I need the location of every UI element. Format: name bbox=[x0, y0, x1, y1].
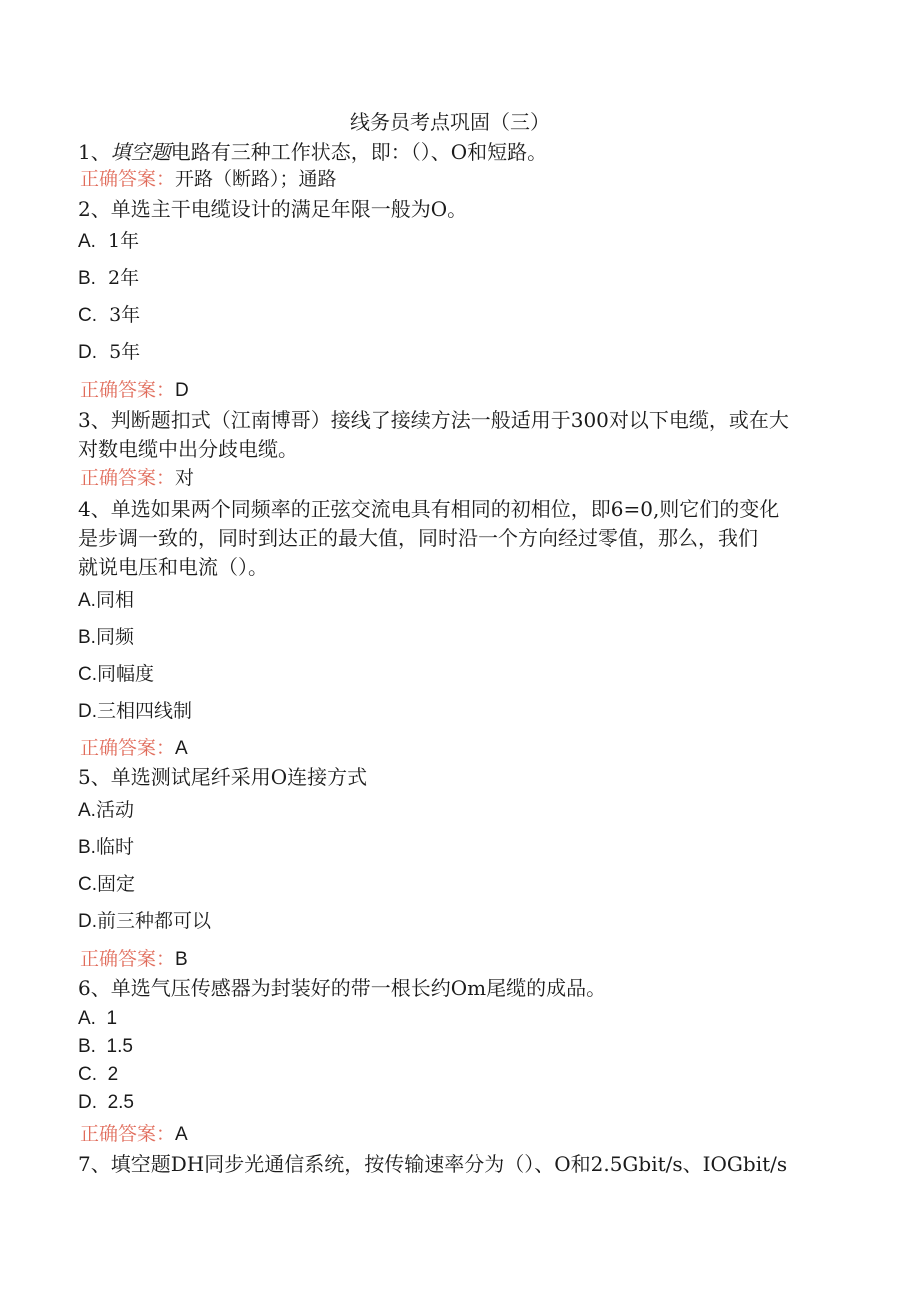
question-4 bbox=[78, 499, 779, 519]
question-type: 判断题 bbox=[110, 408, 171, 432]
question-number: 6、 bbox=[78, 976, 111, 1000]
question-type: 填空题 bbox=[110, 1152, 171, 1176]
answer-value: 对 bbox=[175, 467, 195, 489]
option-b: B.临时 bbox=[78, 836, 134, 858]
answer-value: A bbox=[175, 1124, 188, 1145]
option-a: A.同相 bbox=[78, 589, 134, 611]
question-2 bbox=[78, 199, 467, 219]
question-3-continued: 对数电缆中出分歧电缆。 bbox=[78, 437, 298, 461]
question-4-line-3: 就说电压和电流（）。 bbox=[78, 555, 268, 579]
option-b: B. 2年 bbox=[78, 267, 140, 289]
answer-label: 正确答案： bbox=[80, 737, 176, 759]
question-number: 2、 bbox=[78, 197, 111, 221]
answer-label: 正确答案： bbox=[80, 379, 176, 401]
answer-value: D bbox=[175, 380, 189, 401]
question-5 bbox=[78, 767, 367, 787]
question-1 bbox=[78, 142, 547, 162]
option-c: C. 2 bbox=[78, 1064, 119, 1085]
question-text: 测试尾纤采用O连接方式 bbox=[150, 765, 368, 789]
question-6 bbox=[78, 978, 606, 998]
answer-label: 正确答案： bbox=[80, 948, 176, 970]
answer-5 bbox=[80, 950, 188, 969]
option-c: C.固定 bbox=[78, 873, 136, 895]
option-b: B. 1.5 bbox=[78, 1036, 133, 1057]
answer-2 bbox=[80, 381, 189, 400]
answer-4 bbox=[80, 739, 188, 758]
question-number: 3、 bbox=[78, 408, 111, 432]
option-a: A. 1 bbox=[78, 1008, 118, 1029]
question-number: 5、 bbox=[78, 765, 111, 789]
question-text: 扣式（江南博哥）接线了接续方法一般适用于300对以下电缆，或在大 bbox=[170, 408, 789, 432]
option-c: C. 3年 bbox=[78, 304, 141, 326]
question-4-line-2: 是步调一致的，同时到达正的最大值，同时沿一个方向经过零值，那么，我们 bbox=[78, 526, 758, 550]
answer-1 bbox=[80, 170, 337, 189]
question-text: 如果两个同频率的正弦交流电具有相同的初相位，即6=0,则它们的变化 bbox=[150, 497, 780, 521]
answer-value: 开路（断路）；通路 bbox=[175, 168, 337, 190]
option-a: A.活动 bbox=[78, 799, 134, 821]
answer-label: 正确答案： bbox=[80, 1123, 176, 1145]
answer-label: 正确答案： bbox=[80, 168, 176, 190]
answer-6 bbox=[80, 1125, 188, 1144]
answer-value: A bbox=[175, 738, 188, 759]
question-7 bbox=[78, 1154, 787, 1174]
question-text: 电路有三种工作状态，即：（）、O和短路。 bbox=[170, 140, 548, 164]
option-c: C.同幅度 bbox=[78, 663, 155, 685]
option-a: A. 1年 bbox=[78, 230, 140, 252]
question-text: 气压传感器为封装好的带一根长约Om尾缆的成品。 bbox=[150, 976, 607, 1000]
question-type: 填空题 bbox=[110, 140, 171, 164]
question-number: 7、 bbox=[78, 1152, 111, 1176]
answer-value: B bbox=[175, 949, 188, 970]
option-d: D. 2.5 bbox=[78, 1092, 134, 1113]
question-number: 4、 bbox=[78, 497, 111, 521]
option-d: D. 5年 bbox=[78, 341, 141, 363]
question-type: 单选 bbox=[110, 765, 151, 789]
question-3 bbox=[78, 410, 789, 430]
question-text: 主干电缆设计的满足年限一般为O。 bbox=[150, 197, 468, 221]
option-d: D.三相四线制 bbox=[78, 700, 193, 722]
question-type: 单选 bbox=[110, 976, 151, 1000]
option-b: B.同频 bbox=[78, 626, 134, 648]
question-type: 单选 bbox=[110, 497, 151, 521]
question-number: 1、 bbox=[78, 140, 111, 164]
option-d: D.前三种都可以 bbox=[78, 910, 212, 932]
answer-3 bbox=[80, 469, 194, 488]
question-text: DH同步光通信系统，按传输速率分为（）、O和2.5Gbit/s、IOGbit/s bbox=[170, 1152, 788, 1176]
answer-label: 正确答案： bbox=[80, 467, 176, 489]
page-title: 线务员考点巩固（三） bbox=[350, 110, 550, 134]
question-type: 单选 bbox=[110, 197, 151, 221]
